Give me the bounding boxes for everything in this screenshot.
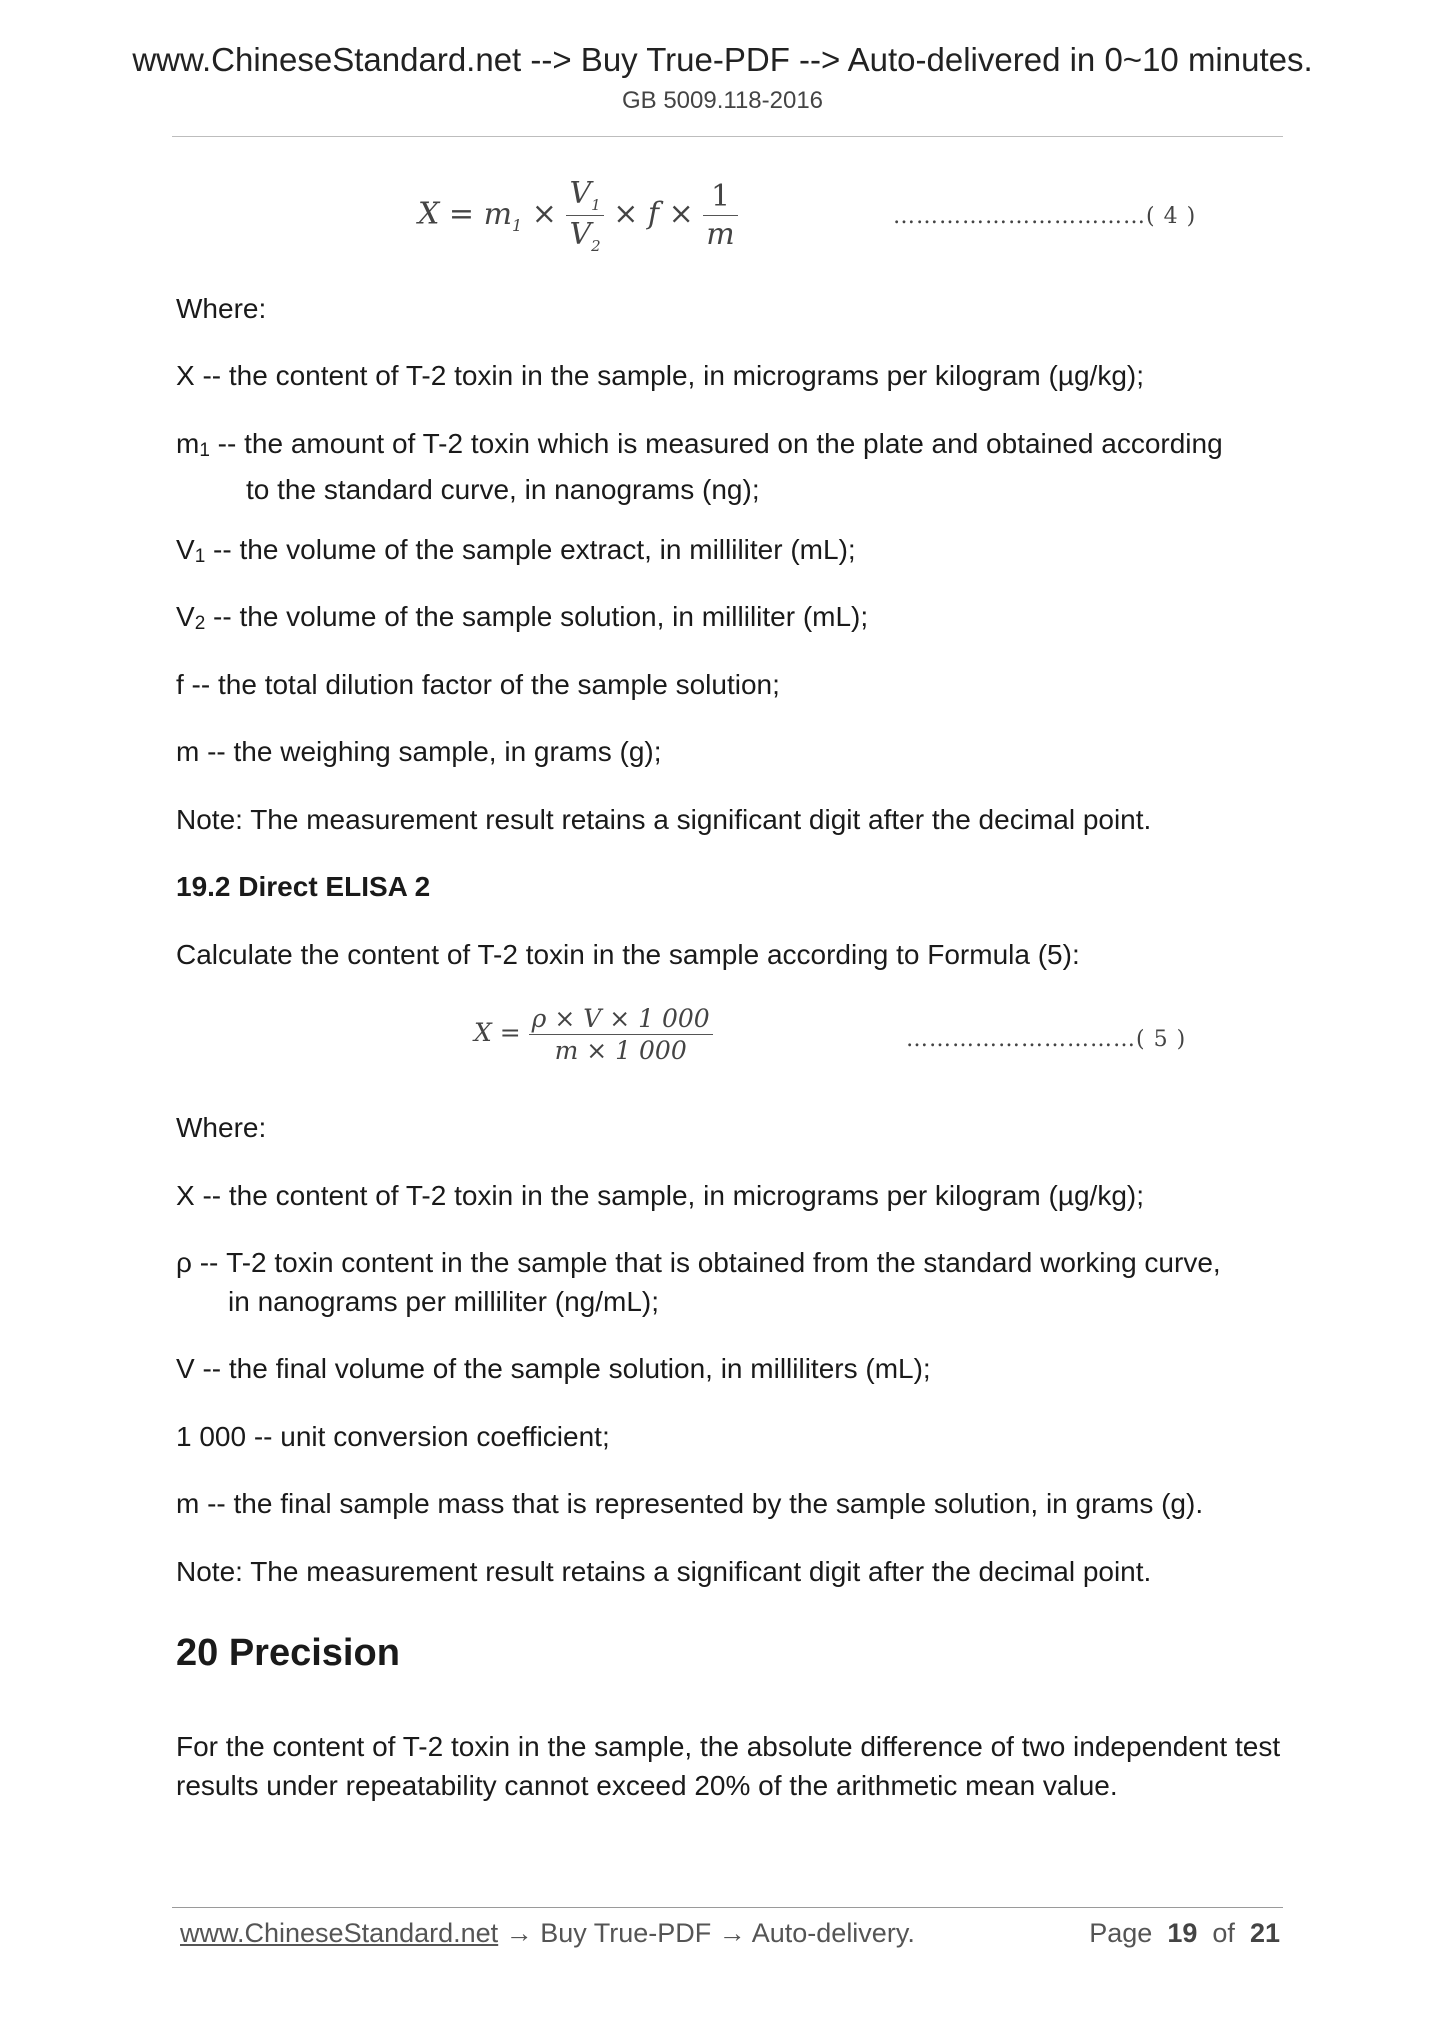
formula-4-inverse-mass: $\frac{1}{m}$ <box>703 179 737 252</box>
page-header <box>0 38 1445 118</box>
where-label-1: Where: <box>176 293 267 324</box>
definition-v1: V1 -- the volume of the sample extract, in milliliter (mL); <box>176 534 856 567</box>
definition-v2: V2 -- the volume of the sample solution, in milliliter (mL); <box>176 601 869 634</box>
formula-5: X = $\frac{\rho \times V \times 1 000}{m \times 1 000}$ <box>474 1004 713 1065</box>
formula-4-number: ( 4 ) <box>1146 204 1197 229</box>
header-site-banner[interactable]: www.ChineseStandard.net --> Buy True-PDF --> Auto-delivered in 0~10 minutes. <box>132 41 1313 78</box>
definition-m-1: m -- the weighing sample, in grams (g); <box>176 736 662 767</box>
page-footer <box>180 1914 1280 1952</box>
formula-4-lhs: X <box>418 196 440 232</box>
definition-f: f -- the total dilution factor of the sample solution; <box>176 669 780 700</box>
footer-divider <box>172 1907 1283 1908</box>
section-20-text: For the content of T-2 toxin in the sample, the absolute difference of two independent test results under repeatability cannot exceed 20% of the arithmetic mean value. <box>176 1731 1281 1801</box>
formula-4-volume-ratio: $\frac{V_1}{V_2}$ <box>566 176 603 255</box>
definition-m1: m1 -- the amount of T-2 toxin which is measured on the plate and obtained according to the standard curve, in nanograms (ng); <box>176 428 1223 505</box>
formula-5-denominator: m × 1 000 <box>554 1036 687 1065</box>
formula-4-leader: ……………………………( 4 ) <box>893 204 1197 229</box>
formula-4: $X = m_1$ × $\frac{V_1}{V_2}$ × f × $\frac{1}{m}$ <box>418 176 738 255</box>
footer-text: → Buy True-PDF → Auto-delivery. <box>498 1918 915 1948</box>
formula-5-fraction <box>529 1004 713 1065</box>
note-1: Note: The measurement result retains a significant digit after the decimal point. <box>176 804 1152 835</box>
where-label-2: Where: <box>176 1112 267 1143</box>
section-19-2-heading: 19.2 Direct ELISA 2 <box>176 871 431 902</box>
note-2: Note: The measurement result retains a significant digit after the decimal point. <box>176 1556 1152 1587</box>
footer-site-link[interactable]: www.ChineseStandard.net <box>180 1918 499 1948</box>
formula-5-numerator: ρ × V × 1 000 <box>529 1004 713 1035</box>
formula-5-number: ( 5 ) <box>1136 1027 1187 1052</box>
definition-coefficient: 1 000 -- unit conversion coefficient; <box>176 1421 610 1452</box>
definition-rho: ρ -- T-2 toxin content in the sample that is obtained from the standard working curve, in nanograms per milliliter (ng/mL); <box>176 1247 1221 1317</box>
formula-4-m1: $m_1$ <box>483 196 523 235</box>
definition-v: V -- the final volume of the sample solution, in milliliters (mL); <box>176 1353 931 1384</box>
standard-number: GB 5009.118-2016 <box>621 87 824 114</box>
header-divider <box>172 136 1283 137</box>
page-number: Page 19 of 21 <box>1089 1918 1280 1948</box>
section-19-2-intro: Calculate the content of T-2 toxin in the sample according to Formula (5): <box>176 939 1080 970</box>
formula-5-lhs: X <box>474 1018 492 1047</box>
formula-5-leader: …………………………( 5 ) <box>906 1027 1187 1052</box>
definition-x-1: X -- the content of T-2 toxin in the sample, in micrograms per kilogram (µg/kg); <box>176 360 1144 391</box>
definition-x-2: X -- the content of T-2 toxin in the sample, in micrograms per kilogram (µg/kg); <box>176 1180 1144 1211</box>
section-20-heading: 20 Precision <box>176 1632 400 1674</box>
definition-m-2: m -- the final sample mass that is represented by the sample solution, in grams (g). <box>176 1488 1204 1519</box>
formula-4-f: f <box>647 196 660 232</box>
